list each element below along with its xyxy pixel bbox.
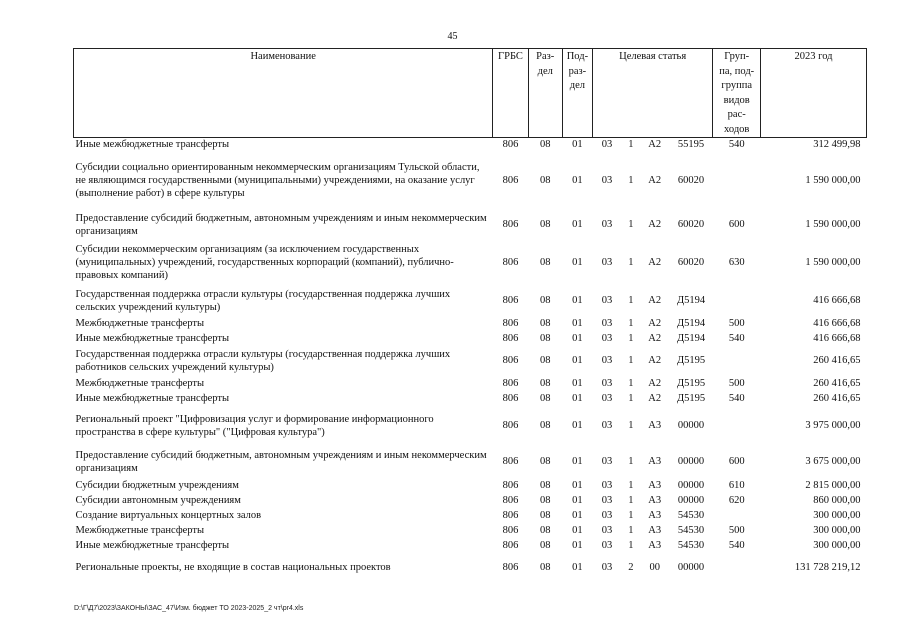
row-target-direction: Д5194 bbox=[676, 295, 706, 306]
row-amount: 1 590 000,00 bbox=[805, 175, 861, 186]
row-amount: 131 728 219,12 bbox=[794, 562, 861, 573]
row-target-program: 03 bbox=[601, 392, 613, 404]
row-target-direction: 54530 bbox=[677, 524, 705, 536]
row-expense-group: 540 bbox=[728, 392, 745, 404]
row-grbs: 806 bbox=[502, 377, 519, 389]
row-grbs: 806 bbox=[502, 295, 519, 306]
row-grbs: 806 bbox=[502, 257, 519, 268]
row-target-program: 03 bbox=[601, 219, 613, 230]
row-target-direction: 00000 bbox=[677, 494, 705, 506]
table-row bbox=[74, 376, 867, 391]
row-grbs: 806 bbox=[502, 332, 519, 344]
row-name: Иные межбюджетные трансферты bbox=[75, 332, 230, 344]
page-number: 45 bbox=[447, 31, 458, 42]
table-row bbox=[74, 210, 867, 240]
row-razdel: 08 bbox=[539, 479, 551, 491]
row-podrazdel: 01 bbox=[572, 494, 583, 506]
row-podrazdel: 01 bbox=[572, 139, 583, 151]
row-podrazdel: 01 bbox=[572, 295, 583, 306]
row-target-event: А2 bbox=[648, 219, 662, 230]
row-grbs: 806 bbox=[502, 494, 519, 506]
row-expense-group bbox=[713, 553, 761, 583]
row-target-direction: 00000 bbox=[677, 479, 705, 491]
row-amount: 300 000,00 bbox=[813, 524, 861, 536]
row-amount: 416 666,68 bbox=[813, 295, 861, 306]
row-target-event: А2 bbox=[648, 332, 662, 344]
header-razdel bbox=[528, 49, 562, 138]
table-row bbox=[74, 391, 867, 406]
row-podrazdel: 01 bbox=[572, 377, 583, 389]
row-expense-group bbox=[713, 508, 761, 523]
header-target-article: Целевая статья bbox=[592, 49, 712, 138]
row-name: Предоставление субсидий бюджетным, автономным учреждениям и иным некоммерческим организациям bbox=[75, 212, 487, 237]
row-target-program: 03 bbox=[601, 175, 613, 186]
row-target-program: 03 bbox=[601, 332, 613, 344]
table-row bbox=[74, 286, 867, 316]
row-target-subprogram: 1 bbox=[628, 509, 634, 521]
table-row bbox=[74, 406, 867, 446]
row-grbs: 806 bbox=[502, 479, 519, 491]
header-razdel-text: Раз- дел bbox=[536, 51, 555, 77]
header-year-2023: 2023 год bbox=[761, 49, 867, 138]
row-expense-group: 620 bbox=[728, 494, 745, 506]
row-target-direction: 55195 bbox=[677, 139, 705, 151]
row-target-direction: 54530 bbox=[677, 539, 705, 551]
row-target-direction: Д5195 bbox=[676, 355, 706, 366]
row-grbs: 806 bbox=[502, 562, 519, 573]
row-amount: 312 499,98 bbox=[813, 139, 861, 151]
row-amount: 2 815 000,00 bbox=[805, 479, 861, 491]
table-row bbox=[74, 523, 867, 538]
row-target-program: 03 bbox=[601, 494, 613, 506]
row-grbs: 806 bbox=[502, 175, 519, 186]
row-expense-group: 600 bbox=[728, 456, 745, 467]
row-target-subprogram: 1 bbox=[628, 494, 634, 506]
row-expense-group: 600 bbox=[728, 219, 745, 230]
row-grbs: 806 bbox=[502, 456, 519, 467]
row-target-program: 03 bbox=[601, 456, 613, 467]
row-expense-group bbox=[713, 152, 761, 210]
row-target-direction: 54530 bbox=[677, 509, 705, 521]
header-expense-group-text: Груп- па, под- группа видов рас- ходов bbox=[719, 51, 755, 135]
header-podrazdel bbox=[562, 49, 592, 138]
row-name: Иные межбюджетные трансферты bbox=[75, 392, 230, 404]
row-target-subprogram: 1 bbox=[628, 332, 634, 344]
row-razdel: 08 bbox=[539, 355, 551, 366]
row-expense-group: 540 bbox=[728, 139, 745, 151]
row-amount: 300 000,00 bbox=[813, 539, 861, 551]
table-row bbox=[74, 331, 867, 346]
row-name: Межбюджетные трансферты bbox=[75, 317, 205, 329]
row-target-program: 03 bbox=[601, 139, 613, 151]
row-name: Государственная поддержка отрасли культуры (государственная поддержка лучших работников сельских учреждений культуры) bbox=[75, 348, 451, 373]
row-target-direction: Д5195 bbox=[676, 377, 706, 389]
row-amount: 300 000,00 bbox=[813, 509, 861, 521]
row-podrazdel: 01 bbox=[572, 219, 583, 230]
row-amount: 260 416,65 bbox=[813, 355, 861, 366]
row-razdel: 08 bbox=[539, 539, 551, 551]
row-target-subprogram: 1 bbox=[628, 355, 634, 366]
row-podrazdel: 01 bbox=[572, 562, 583, 573]
row-target-program: 03 bbox=[601, 295, 613, 306]
header-expense-group bbox=[713, 49, 761, 138]
row-target-event: А2 bbox=[648, 257, 662, 268]
row-expense-group bbox=[713, 406, 761, 446]
row-target-subprogram: 1 bbox=[628, 456, 634, 467]
row-target-direction: 60020 bbox=[677, 175, 705, 186]
row-amount: 3 975 000,00 bbox=[805, 420, 861, 431]
table-row bbox=[74, 240, 867, 286]
row-grbs: 806 bbox=[502, 509, 519, 521]
row-razdel: 08 bbox=[539, 139, 551, 151]
row-target-event: А2 bbox=[648, 317, 662, 329]
row-target-subprogram: 1 bbox=[628, 139, 634, 151]
row-razdel: 08 bbox=[539, 456, 551, 467]
row-target-direction: 60020 bbox=[677, 219, 705, 230]
row-target-program: 03 bbox=[601, 524, 613, 536]
row-grbs: 806 bbox=[502, 139, 519, 151]
row-target-subprogram: 2 bbox=[628, 562, 634, 573]
row-name: Государственная поддержка отрасли культуры (государственная поддержка лучших сельских учреждений культуры) bbox=[75, 288, 451, 313]
table-row bbox=[74, 316, 867, 331]
row-target-program: 03 bbox=[601, 539, 613, 551]
row-razdel: 08 bbox=[539, 509, 551, 521]
row-expense-group: 500 bbox=[728, 524, 745, 536]
row-podrazdel: 01 bbox=[572, 392, 583, 404]
row-podrazdel: 01 bbox=[572, 317, 583, 329]
row-grbs: 806 bbox=[502, 317, 519, 329]
header-podrazdel-text: Под- раз- дел bbox=[566, 51, 589, 91]
row-target-program: 03 bbox=[601, 420, 613, 431]
row-name: Субсидии автономным учреждениям bbox=[75, 494, 241, 506]
row-expense-group bbox=[713, 346, 761, 376]
table-row bbox=[74, 446, 867, 478]
row-expense-group: 610 bbox=[728, 479, 745, 491]
row-podrazdel: 01 bbox=[572, 332, 583, 344]
row-razdel: 08 bbox=[539, 219, 551, 230]
row-target-event: А2 bbox=[648, 392, 662, 404]
row-razdel: 08 bbox=[539, 317, 551, 329]
table-row bbox=[74, 346, 867, 376]
row-target-direction: Д5194 bbox=[676, 317, 706, 329]
row-target-event: А3 bbox=[648, 456, 662, 467]
row-name: Региональный проект "Цифровизация услуг и формирование информационного пространства в сфере культуры" ("Цифровая культура") bbox=[75, 413, 434, 438]
row-grbs: 806 bbox=[502, 420, 519, 431]
row-razdel: 08 bbox=[539, 377, 551, 389]
header-grbs: ГРБС bbox=[493, 49, 528, 138]
row-razdel: 08 bbox=[539, 524, 551, 536]
row-target-event: А2 bbox=[648, 175, 662, 186]
row-target-subprogram: 1 bbox=[628, 295, 634, 306]
row-expense-group: 630 bbox=[728, 257, 745, 268]
row-target-event: А2 bbox=[648, 355, 662, 366]
row-podrazdel: 01 bbox=[572, 524, 583, 536]
row-expense-group: 540 bbox=[728, 539, 745, 551]
row-name: Иные межбюджетные трансферты bbox=[75, 139, 230, 151]
row-target-program: 03 bbox=[601, 479, 613, 491]
row-expense-group: 500 bbox=[728, 317, 745, 329]
row-target-subprogram: 1 bbox=[628, 219, 634, 230]
row-target-program: 03 bbox=[601, 377, 613, 389]
table-row bbox=[74, 508, 867, 523]
row-grbs: 806 bbox=[502, 524, 519, 536]
row-podrazdel: 01 bbox=[572, 257, 583, 268]
row-name: Предоставление субсидий бюджетным, автономным учреждениям и иным некоммерческим организациям bbox=[75, 449, 487, 474]
row-expense-group: 540 bbox=[728, 332, 745, 344]
row-target-event: А2 bbox=[648, 295, 662, 306]
row-razdel: 08 bbox=[539, 420, 551, 431]
row-target-subprogram: 1 bbox=[628, 524, 634, 536]
table-row bbox=[74, 493, 867, 508]
row-grbs: 806 bbox=[502, 219, 519, 230]
row-podrazdel: 01 bbox=[572, 539, 583, 551]
row-amount: 260 416,65 bbox=[813, 392, 861, 404]
row-target-program: 03 bbox=[601, 355, 613, 366]
row-name: Межбюджетные трансферты bbox=[75, 377, 205, 389]
row-podrazdel: 01 bbox=[572, 175, 583, 186]
row-razdel: 08 bbox=[539, 562, 551, 573]
row-target-subprogram: 1 bbox=[628, 257, 634, 268]
row-target-event: А3 bbox=[648, 420, 662, 431]
row-name: Создание виртуальных концертных залов bbox=[75, 509, 262, 521]
row-grbs: 806 bbox=[502, 539, 519, 551]
row-name: Иные межбюджетные трансферты bbox=[75, 539, 230, 551]
row-target-direction: Д5195 bbox=[676, 392, 706, 404]
row-name: Межбюджетные трансферты bbox=[75, 524, 205, 536]
row-razdel: 08 bbox=[539, 494, 551, 506]
table-row bbox=[74, 538, 867, 553]
table-row bbox=[74, 478, 867, 493]
row-amount: 416 666,68 bbox=[813, 332, 861, 344]
row-target-event: А2 bbox=[648, 377, 662, 389]
row-expense-group bbox=[713, 286, 761, 316]
row-amount: 3 675 000,00 bbox=[805, 456, 861, 467]
row-target-direction: 00000 bbox=[677, 420, 705, 431]
row-target-event: А3 bbox=[648, 539, 662, 551]
row-grbs: 806 bbox=[502, 355, 519, 366]
row-name: Субсидии некоммерческим организациям (за исключением государственных (муниципальных) учреждений, государственных корпораций (компаний), публично-правовых компаний) bbox=[75, 244, 454, 281]
row-target-event: А3 bbox=[648, 479, 662, 491]
row-amount: 1 590 000,00 bbox=[805, 219, 861, 230]
row-target-event: А3 bbox=[648, 494, 662, 506]
row-name: Субсидии бюджетным учреждениям bbox=[75, 479, 239, 491]
row-razdel: 08 bbox=[539, 392, 551, 404]
row-razdel: 08 bbox=[539, 332, 551, 344]
row-target-direction: 00000 bbox=[677, 562, 705, 573]
table-row bbox=[74, 138, 867, 152]
row-name: Региональные проекты, не входящие в состав национальных проектов bbox=[75, 562, 391, 573]
row-podrazdel: 01 bbox=[572, 456, 583, 467]
row-target-event: 00 bbox=[649, 562, 660, 573]
row-target-program: 03 bbox=[601, 562, 613, 573]
row-podrazdel: 01 bbox=[572, 509, 583, 521]
row-target-direction: 60020 bbox=[677, 257, 705, 268]
row-target-subprogram: 1 bbox=[628, 392, 634, 404]
table-body bbox=[74, 138, 867, 583]
row-amount: 260 416,65 bbox=[813, 377, 861, 389]
table-row bbox=[74, 553, 867, 583]
row-amount: 860 000,00 bbox=[813, 494, 861, 506]
row-amount: 1 590 000,00 bbox=[805, 257, 861, 268]
row-target-subprogram: 1 bbox=[628, 539, 634, 551]
table-row bbox=[74, 152, 867, 210]
row-target-program: 03 bbox=[601, 509, 613, 521]
row-target-direction: 00000 bbox=[677, 456, 705, 467]
row-razdel: 08 bbox=[539, 295, 551, 306]
row-razdel: 08 bbox=[539, 257, 551, 268]
row-target-subprogram: 1 bbox=[628, 377, 634, 389]
file-path-footer: D:\Г\Д7\2023\ЗАКОНЫ\ЗАС_47\Изм. бюджет ТО 2023-2025_2 чт\pr4.xls bbox=[74, 605, 304, 612]
row-grbs: 806 bbox=[502, 392, 519, 404]
table-header-row bbox=[74, 49, 867, 138]
row-target-program: 03 bbox=[601, 257, 613, 268]
row-target-event: А2 bbox=[648, 139, 662, 151]
row-target-subprogram: 1 bbox=[628, 175, 634, 186]
header-name: Наименование bbox=[74, 49, 493, 138]
row-amount: 416 666,68 bbox=[813, 317, 861, 329]
row-razdel: 08 bbox=[539, 175, 551, 186]
row-target-event: А3 bbox=[648, 524, 662, 536]
budget-table bbox=[73, 48, 867, 583]
row-target-event: А3 bbox=[648, 509, 662, 521]
row-target-program: 03 bbox=[601, 317, 613, 329]
row-target-subprogram: 1 bbox=[628, 317, 634, 329]
row-podrazdel: 01 bbox=[572, 355, 583, 366]
row-name: Субсидии социально ориентированным некоммерческим организациям Тульской области, не являющимся государственными (муниципальными) учреждениями, на оказание услуг (выполнение работ) в сфере культуры bbox=[75, 162, 480, 199]
row-target-subprogram: 1 bbox=[628, 420, 634, 431]
row-target-subprogram: 1 bbox=[628, 479, 634, 491]
row-podrazdel: 01 bbox=[572, 420, 583, 431]
row-podrazdel: 01 bbox=[572, 479, 583, 491]
row-target-direction: Д5194 bbox=[676, 332, 706, 344]
row-expense-group: 500 bbox=[728, 377, 745, 389]
